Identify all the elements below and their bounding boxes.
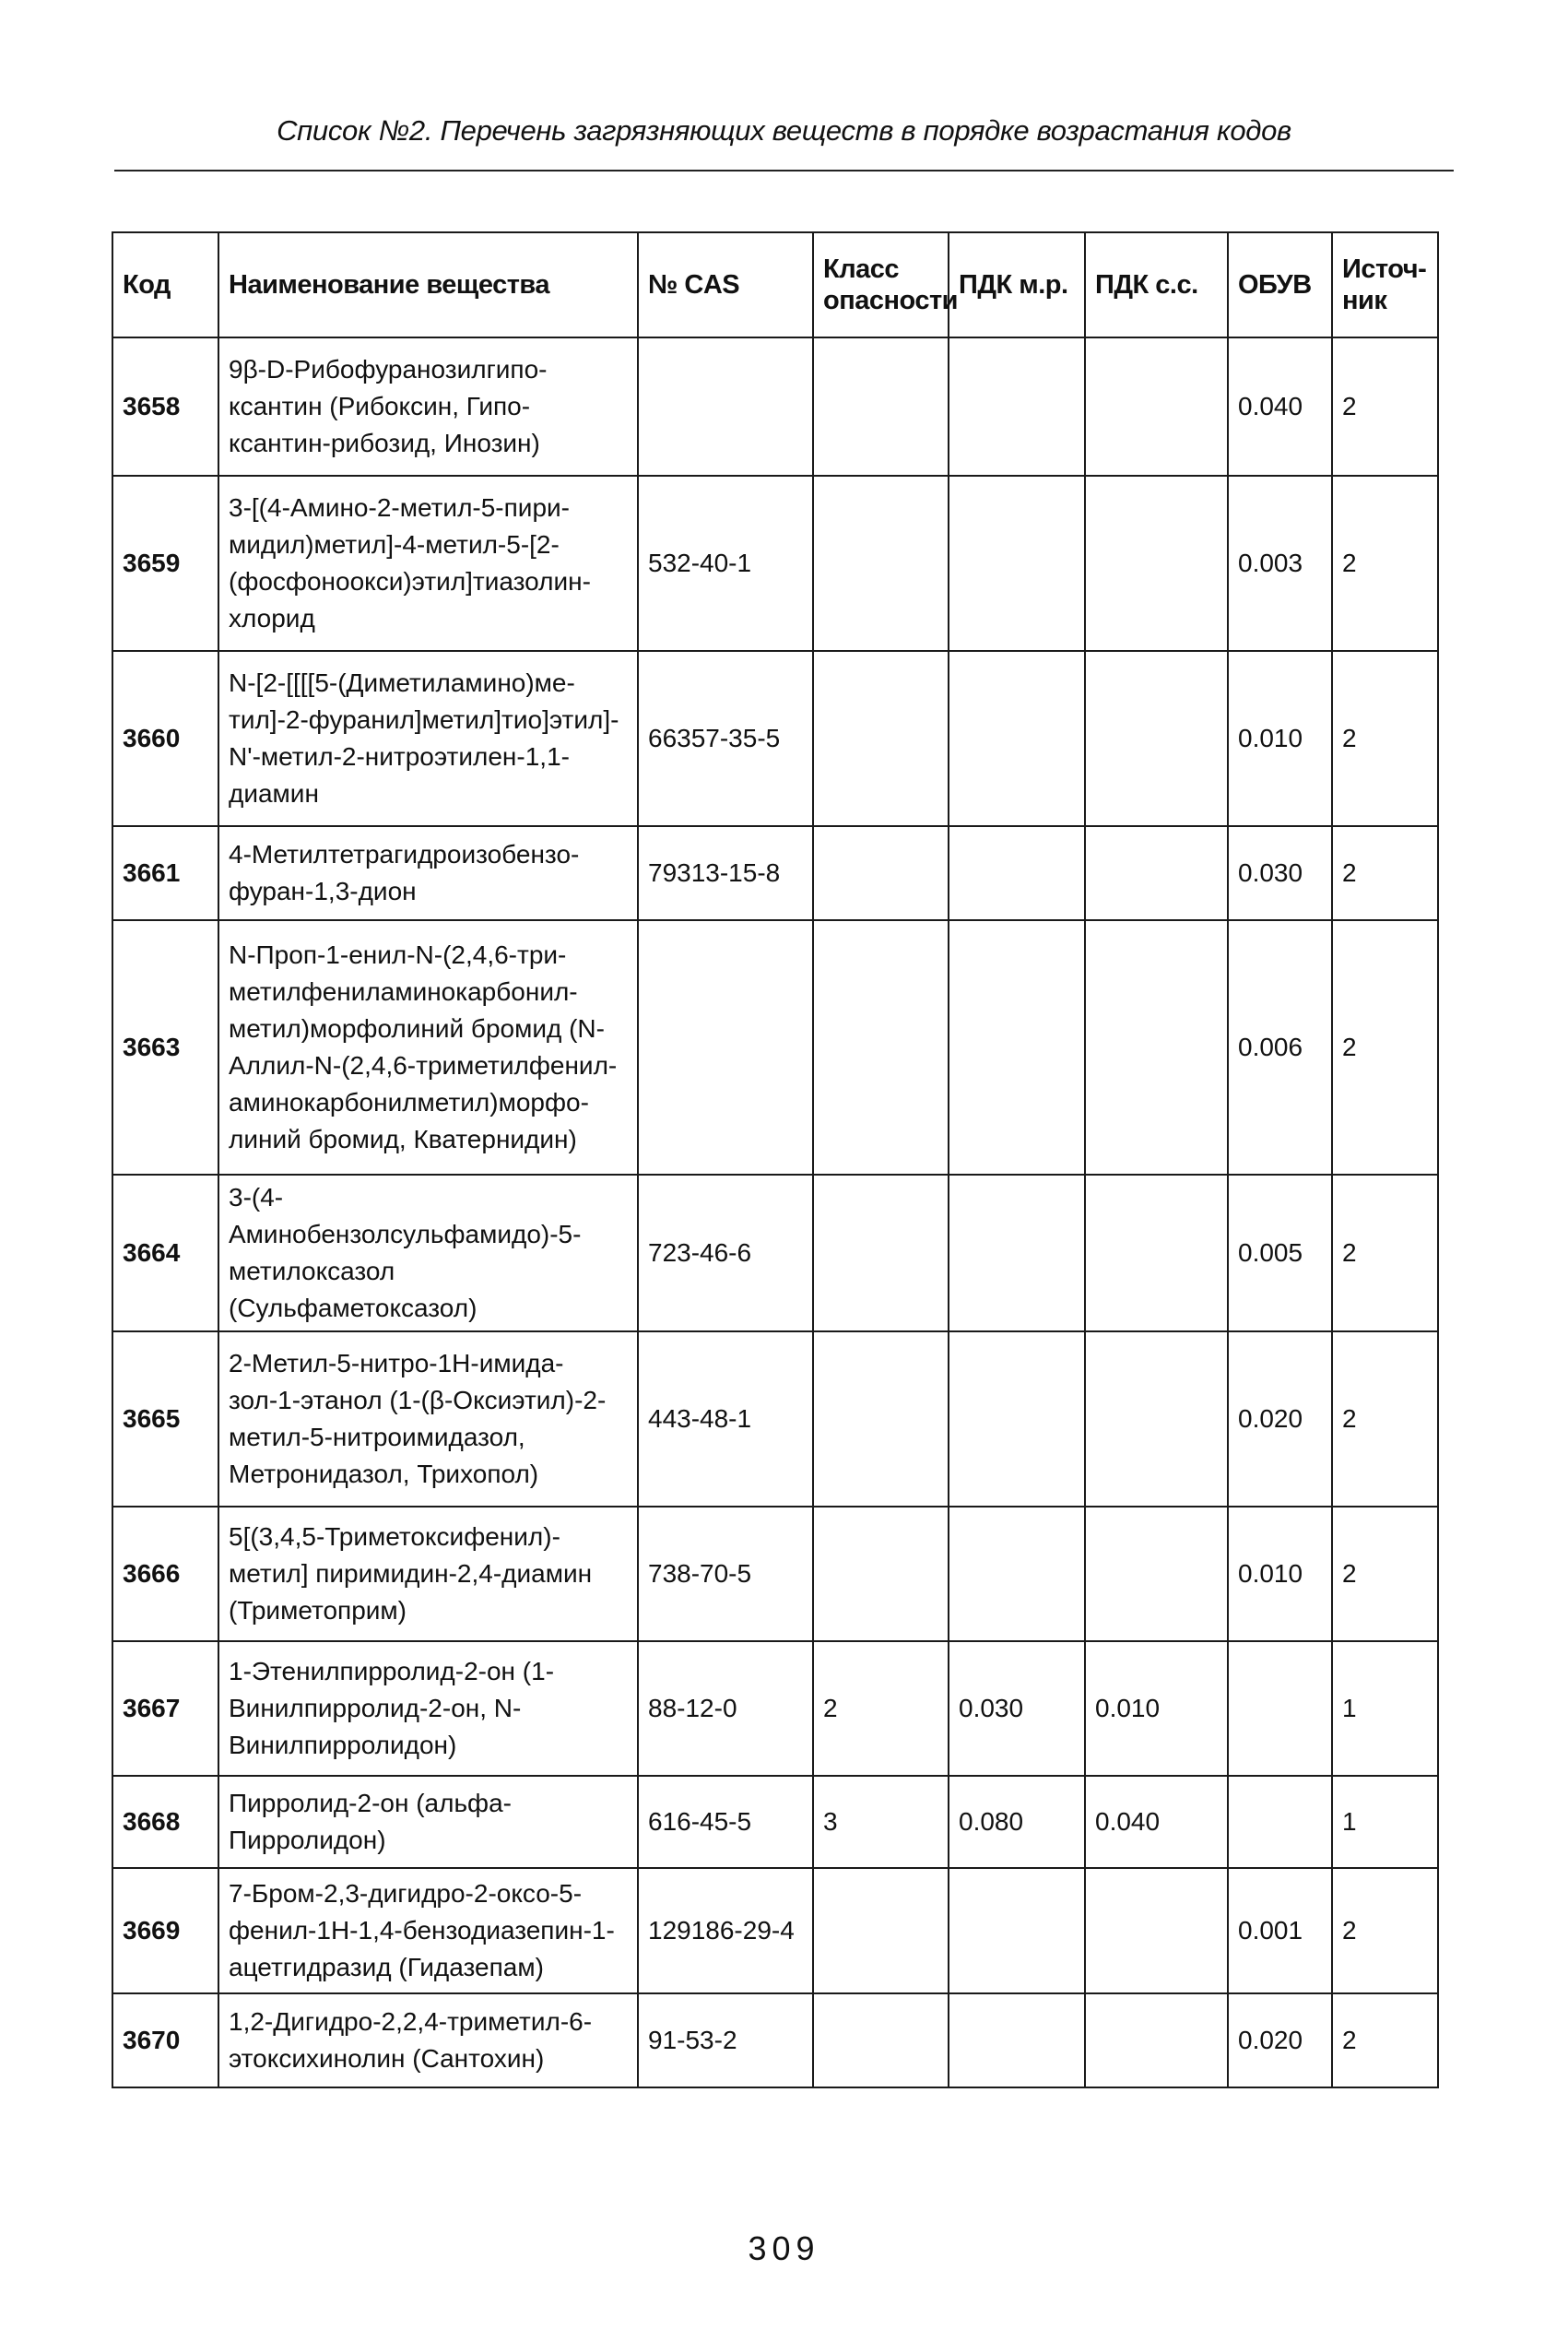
cell-substance-name: 5[(3,4,5-Триметоксифенил)-метил] пиримидин-2,4-диамин (Триметоприм) bbox=[218, 1507, 638, 1641]
cell-pdk-mr bbox=[949, 1507, 1085, 1641]
table-row bbox=[112, 476, 1438, 651]
cell-pdk-mr: 0.080 bbox=[949, 1776, 1085, 1868]
cell-pdk-ss bbox=[1085, 1175, 1228, 1331]
cell-pdk-mr bbox=[949, 651, 1085, 826]
cell-obuv: 0.010 bbox=[1228, 651, 1332, 826]
cell-pdk-ss bbox=[1085, 651, 1228, 826]
page-header-title: Список №2. Перечень загрязняющих веществ в порядке возрастания кодов bbox=[277, 114, 1291, 147]
cell-source: 2 bbox=[1332, 651, 1438, 826]
cell-hazard-class bbox=[813, 1993, 949, 2087]
cell-substance-name: 7-Бром-2,3-дигидро-2-оксо-5-фенил-1H-1,4-бензодиазепин-1-ацетгидразид (Гидазепам) bbox=[218, 1868, 638, 1993]
cell-pdk-ss bbox=[1085, 1507, 1228, 1641]
cell-cas-number: 66357-35-5 bbox=[638, 651, 813, 826]
cell-code: 3660 bbox=[112, 651, 218, 826]
cell-obuv: 0.005 bbox=[1228, 1175, 1332, 1331]
page-number: 309 bbox=[748, 2229, 820, 2267]
header-row bbox=[112, 232, 1438, 337]
cell-source: 1 bbox=[1332, 1776, 1438, 1868]
cell-cas-number bbox=[638, 337, 813, 476]
table-row bbox=[112, 651, 1438, 826]
column-header-pdk-ss: ПДК с.с. bbox=[1085, 232, 1228, 337]
cell-cas-number: 91-53-2 bbox=[638, 1993, 813, 2087]
cell-source: 2 bbox=[1332, 1993, 1438, 2087]
cell-code: 3659 bbox=[112, 476, 218, 651]
cell-pdk-mr bbox=[949, 920, 1085, 1175]
cell-pdk-mr bbox=[949, 337, 1085, 476]
cell-obuv: 0.001 bbox=[1228, 1868, 1332, 1993]
column-header-pdk-mr: ПДК м.р. bbox=[949, 232, 1085, 337]
cell-hazard-class bbox=[813, 1507, 949, 1641]
cell-pdk-mr bbox=[949, 1868, 1085, 1993]
cell-pdk-ss bbox=[1085, 1993, 1228, 2087]
cell-cas-number: 738-70-5 bbox=[638, 1507, 813, 1641]
cell-pdk-mr bbox=[949, 1175, 1085, 1331]
cell-hazard-class bbox=[813, 1175, 949, 1331]
table-row bbox=[112, 1175, 1438, 1331]
cell-cas-number: 532-40-1 bbox=[638, 476, 813, 651]
cell-code: 3669 bbox=[112, 1868, 218, 1993]
table-body bbox=[112, 337, 1438, 2087]
cell-pdk-mr bbox=[949, 1331, 1085, 1507]
cell-cas-number bbox=[638, 920, 813, 1175]
cell-obuv: 0.006 bbox=[1228, 920, 1332, 1175]
cell-source: 2 bbox=[1332, 476, 1438, 651]
cell-source: 2 bbox=[1332, 1175, 1438, 1331]
column-header-source: Источ-ник bbox=[1332, 232, 1438, 337]
table-row bbox=[112, 1868, 1438, 1993]
cell-substance-name: N-[2-[[[[5-(Диметиламино)ме-тил]-2-фуранил]метил]тио]этил]-N'-метил-2-нитроэтилен-1,1-диамин bbox=[218, 651, 638, 826]
cell-obuv: 0.003 bbox=[1228, 476, 1332, 651]
cell-substance-name: 3-[(4-Амино-2-метил-5-пири-мидил)метил]-4-метил-5-[2-(фосфоноокси)этил]тиазолин-хлорид bbox=[218, 476, 638, 651]
cell-pdk-mr bbox=[949, 476, 1085, 651]
cell-source: 2 bbox=[1332, 1331, 1438, 1507]
cell-hazard-class: 3 bbox=[813, 1776, 949, 1868]
cell-pdk-ss bbox=[1085, 1868, 1228, 1993]
cell-cas-number: 723-46-6 bbox=[638, 1175, 813, 1331]
cell-substance-name: 1-Этенилпирролид-2-он (1-Винилпирролид-2-он, N-Винилпирролидон) bbox=[218, 1641, 638, 1776]
cell-source: 2 bbox=[1332, 1507, 1438, 1641]
cell-hazard-class: 2 bbox=[813, 1641, 949, 1776]
cell-cas-number: 443-48-1 bbox=[638, 1331, 813, 1507]
table-row bbox=[112, 1641, 1438, 1776]
cell-obuv: 0.030 bbox=[1228, 826, 1332, 920]
cell-cas-number: 88-12-0 bbox=[638, 1641, 813, 1776]
cell-obuv bbox=[1228, 1776, 1332, 1868]
cell-obuv: 0.010 bbox=[1228, 1507, 1332, 1641]
cell-hazard-class bbox=[813, 826, 949, 920]
cell-source: 2 bbox=[1332, 920, 1438, 1175]
cell-source: 1 bbox=[1332, 1641, 1438, 1776]
cell-hazard-class bbox=[813, 1868, 949, 1993]
cell-obuv: 0.040 bbox=[1228, 337, 1332, 476]
cell-pdk-ss bbox=[1085, 1331, 1228, 1507]
cell-code: 3664 bbox=[112, 1175, 218, 1331]
cell-substance-name: 2-Метил-5-нитро-1H-имида-зол-1-этанол (1-(β-Оксиэтил)-2-метил-5-нитроимидазол, Метронидазол, Трихопол) bbox=[218, 1331, 638, 1507]
cell-code: 3670 bbox=[112, 1993, 218, 2087]
cell-pdk-ss: 0.040 bbox=[1085, 1776, 1228, 1868]
cell-hazard-class bbox=[813, 920, 949, 1175]
cell-code: 3666 bbox=[112, 1507, 218, 1641]
table-row bbox=[112, 1331, 1438, 1507]
cell-pdk-mr: 0.030 bbox=[949, 1641, 1085, 1776]
cell-substance-name: 1,2-Дигидро-2,2,4-триметил-6-этоксихинолин (Сантохин) bbox=[218, 1993, 638, 2087]
cell-hazard-class bbox=[813, 651, 949, 826]
column-header-obuv: ОБУВ bbox=[1228, 232, 1332, 337]
table-header bbox=[112, 232, 1438, 337]
cell-pdk-ss bbox=[1085, 337, 1228, 476]
cell-code: 3661 bbox=[112, 826, 218, 920]
table-row bbox=[112, 1993, 1438, 2087]
cell-cas-number: 129186-29-4 bbox=[638, 1868, 813, 1993]
column-header-name: Наименование вещества bbox=[218, 232, 638, 337]
cell-obuv bbox=[1228, 1641, 1332, 1776]
cell-pdk-mr bbox=[949, 1993, 1085, 2087]
cell-hazard-class bbox=[813, 337, 949, 476]
column-header-hazard-class: Класс опасности bbox=[813, 232, 949, 337]
cell-substance-name: 9β-D-Рибофуранозилгипо-ксантин (Рибоксин, Гипо-ксантин-рибозид, Инозин) bbox=[218, 337, 638, 476]
cell-hazard-class bbox=[813, 1331, 949, 1507]
cell-pdk-ss: 0.010 bbox=[1085, 1641, 1228, 1776]
cell-source: 2 bbox=[1332, 826, 1438, 920]
cell-code: 3663 bbox=[112, 920, 218, 1175]
cell-pdk-mr bbox=[949, 826, 1085, 920]
cell-code: 3665 bbox=[112, 1331, 218, 1507]
cell-code: 3667 bbox=[112, 1641, 218, 1776]
table-row bbox=[112, 920, 1438, 1175]
cell-substance-name: N-Проп-1-енил-N-(2,4,6-три-метилфениламинокарбонил-метил)морфолиний бромид (N-Аллил-N-(2,4,6-триметилфенил-аминокарбонилметил)морфо-линий бромид, Кватернидин) bbox=[218, 920, 638, 1175]
cell-pdk-ss bbox=[1085, 920, 1228, 1175]
cell-substance-name: 4-Метилтетрагидроизобензо-фуран-1,3-дион bbox=[218, 826, 638, 920]
cell-obuv: 0.020 bbox=[1228, 1331, 1332, 1507]
cell-cas-number: 79313-15-8 bbox=[638, 826, 813, 920]
cell-cas-number: 616-45-5 bbox=[638, 1776, 813, 1868]
cell-pdk-ss bbox=[1085, 476, 1228, 651]
cell-source: 2 bbox=[1332, 1868, 1438, 1993]
table-row bbox=[112, 1507, 1438, 1641]
table-row bbox=[112, 826, 1438, 920]
column-header-cas: № CAS bbox=[638, 232, 813, 337]
table-row bbox=[112, 1776, 1438, 1868]
column-header-code: Код bbox=[112, 232, 218, 337]
table-row bbox=[112, 337, 1438, 476]
cell-code: 3668 bbox=[112, 1776, 218, 1868]
cell-substance-name: Пирролид-2-он (альфа-Пирролидон) bbox=[218, 1776, 638, 1868]
substances-table bbox=[112, 231, 1439, 2088]
cell-pdk-ss bbox=[1085, 826, 1228, 920]
cell-code: 3658 bbox=[112, 337, 218, 476]
cell-hazard-class bbox=[813, 476, 949, 651]
header-divider bbox=[114, 170, 1454, 171]
cell-source: 2 bbox=[1332, 337, 1438, 476]
cell-substance-name: 3-(4-Аминобензолсульфамидо)-5-метилоксазол (Сульфаметоксазол) bbox=[218, 1175, 638, 1331]
cell-obuv: 0.020 bbox=[1228, 1993, 1332, 2087]
